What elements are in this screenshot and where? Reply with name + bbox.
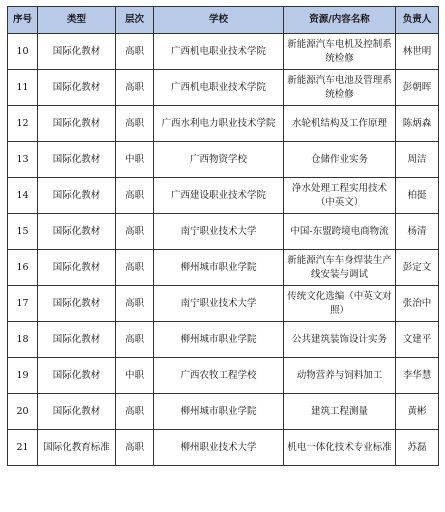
- cell-school: 柳州城市职业学院: [154, 394, 284, 430]
- cell-type: 国际化教材: [38, 70, 116, 106]
- cell-index: 10: [8, 34, 38, 70]
- header-owner: 负责人: [396, 7, 439, 34]
- cell-level: 高职: [116, 106, 154, 142]
- cell-school: 广西机电职业技术学院: [154, 34, 284, 70]
- cell-index: 11: [8, 70, 38, 106]
- cell-type: 国际化教材: [38, 358, 116, 394]
- cell-level: 高职: [116, 214, 154, 250]
- cell-type: 国际化教材: [38, 34, 116, 70]
- cell-owner: 彭朝晖: [396, 70, 439, 106]
- cell-school: 广西农牧工程学校: [154, 358, 284, 394]
- cell-level: 中职: [116, 358, 154, 394]
- header-index: 序号: [8, 7, 38, 34]
- table-row: [8, 70, 439, 106]
- cell-level: 高职: [116, 322, 154, 358]
- table-row: [8, 178, 439, 214]
- cell-type: 国际化教材: [38, 178, 116, 214]
- table-row: [8, 286, 439, 322]
- cell-level: 高职: [116, 286, 154, 322]
- cell-owner: 张治中: [396, 286, 439, 322]
- cell-index: 13: [8, 142, 38, 178]
- cell-index: 20: [8, 394, 38, 430]
- table-row: [8, 214, 439, 250]
- cell-type: 国际化教材: [38, 322, 116, 358]
- table-row: [8, 358, 439, 394]
- cell-index: 12: [8, 106, 38, 142]
- cell-type: 国际化教材: [38, 286, 116, 322]
- cell-resource: 动物营养与饲料加工: [284, 358, 396, 394]
- cell-index: 14: [8, 178, 38, 214]
- cell-school: 广西建设职业技术学院: [154, 178, 284, 214]
- cell-school: 广西水利电力职业技术学院: [154, 106, 284, 142]
- cell-type: 国际化教育标准: [38, 430, 116, 466]
- cell-level: 高职: [116, 430, 154, 466]
- cell-resource: 净水处理工程实用技术（中英文）: [284, 178, 396, 214]
- cell-type: 国际化教材: [38, 250, 116, 286]
- cell-resource: 新能源汽车电机及控制系统检修: [284, 34, 396, 70]
- header-resource: 资源/内容名称: [284, 7, 396, 34]
- cell-level: 中职: [116, 142, 154, 178]
- cell-type: 国际化教材: [38, 214, 116, 250]
- cell-school: 柳州城市职业学院: [154, 250, 284, 286]
- cell-school: 广西机电职业技术学院: [154, 70, 284, 106]
- cell-owner: 杨清: [396, 214, 439, 250]
- cell-index: 16: [8, 250, 38, 286]
- cell-owner: 李华慧: [396, 358, 439, 394]
- cell-school: 柳州职业技术大学: [154, 430, 284, 466]
- cell-owner: 彭定文: [396, 250, 439, 286]
- table-row: [8, 142, 439, 178]
- cell-owner: 陈炳森: [396, 106, 439, 142]
- table-row: [8, 322, 439, 358]
- cell-resource: 新能源汽车车身焊装生产线安装与调试: [284, 250, 396, 286]
- table-row: [8, 430, 439, 466]
- cell-resource: 新能源汽车电池及管理系统检修: [284, 70, 396, 106]
- cell-resource: 仓储作业实务: [284, 142, 396, 178]
- header-school: 学校: [154, 7, 284, 34]
- cell-owner: 黄彬: [396, 394, 439, 430]
- table-row: [8, 250, 439, 286]
- cell-index: 17: [8, 286, 38, 322]
- cell-school: 南宁职业技术大学: [154, 286, 284, 322]
- cell-resource: 中国-东盟跨境电商物流: [284, 214, 396, 250]
- cell-school: 南宁职业技术大学: [154, 214, 284, 250]
- table-header-row: [8, 7, 439, 34]
- table-row: [8, 106, 439, 142]
- resource-table: [7, 6, 439, 466]
- cell-owner: 林世明: [396, 34, 439, 70]
- cell-level: 高职: [116, 70, 154, 106]
- cell-owner: 苏磊: [396, 430, 439, 466]
- cell-level: 高职: [116, 250, 154, 286]
- cell-level: 高职: [116, 394, 154, 430]
- cell-school: 柳州城市职业学院: [154, 322, 284, 358]
- cell-resource: 建筑工程测量: [284, 394, 396, 430]
- cell-type: 国际化教材: [38, 394, 116, 430]
- header-level: 层次: [116, 7, 154, 34]
- cell-resource: 水轮机结构及工作原理: [284, 106, 396, 142]
- cell-index: 21: [8, 430, 38, 466]
- cell-type: 国际化教材: [38, 106, 116, 142]
- cell-owner: 柏挺: [396, 178, 439, 214]
- cell-index: 15: [8, 214, 38, 250]
- cell-resource: 公共建筑装饰设计实务: [284, 322, 396, 358]
- cell-index: 18: [8, 322, 38, 358]
- cell-level: 高职: [116, 178, 154, 214]
- cell-school: 广西物资学校: [154, 142, 284, 178]
- table-row: [8, 34, 439, 70]
- cell-type: 国际化教材: [38, 142, 116, 178]
- cell-index: 19: [8, 358, 38, 394]
- cell-owner: 周洁: [396, 142, 439, 178]
- cell-level: 高职: [116, 34, 154, 70]
- header-type: 类型: [38, 7, 116, 34]
- cell-resource: 机电一体化技术专业标准: [284, 430, 396, 466]
- cell-owner: 文建平: [396, 322, 439, 358]
- table-body: [8, 34, 439, 466]
- cell-resource: 传统文化选编（中英文对照）: [284, 286, 396, 322]
- table-row: [8, 394, 439, 430]
